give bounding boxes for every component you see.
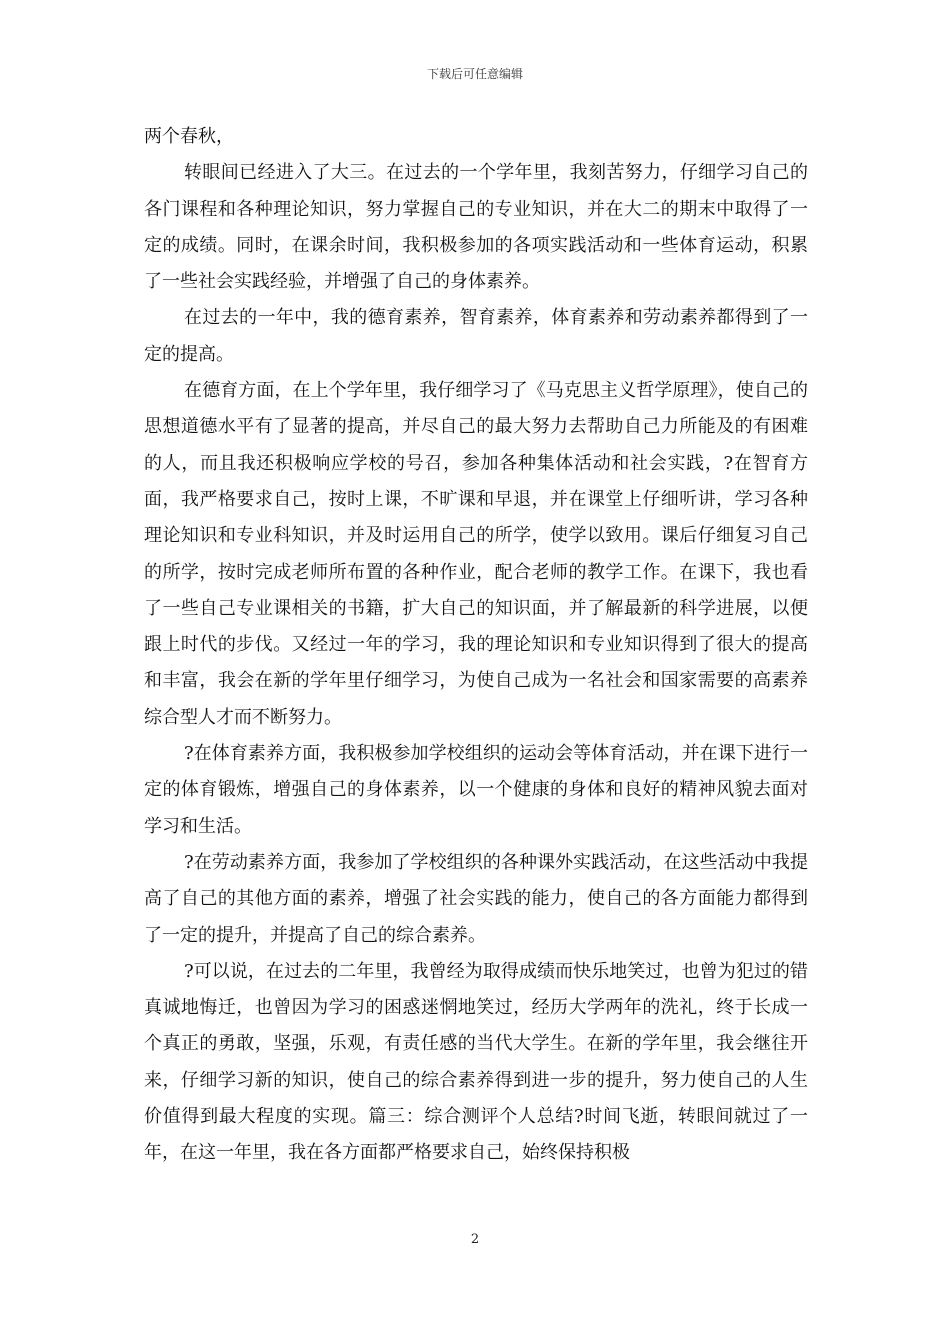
paragraph: 在过去的一年中，我的德育素养，智育素养，体育素养和劳动素养都得到了一定的提高。 <box>144 307 808 365</box>
paragraph: 转眼间已经进入了大三。在过去的一个学年里，我刻苦努力，仔细学习自己的各门课程和各种理论知识，努力掌握自己的专业知识，并在大二的期末中取得了一定的成绩。同时，在课余时间，我积极参加的各项实践活动和一些体育运动，积累了一些社会实践经验，并增强了自己的身体素养。 <box>144 162 808 293</box>
paragraph: 两个春秋， <box>144 126 234 147</box>
page-header: 下载后可任意编辑 <box>426 67 523 81</box>
paragraph: 在德育方面，在上个学年里，我仔细学习了《马克思主义哲学原理》，使自己的思想道德水平有了显著的提高，并尽自己的最大努力去帮助自己力所能及的有困难的人，而且我还积极响应学校的号召，参加各种集体活动和社会实践，?在智育方面，我严格要求自己，按时上课，不旷课和早退，并在课堂上仔细听讲，学习各种理论知识和专业科知识，并及时运用自己的所学，使学以致用。课后仔细复习自己的所学，按时完成老师所布置的各种作业，配合老师的教学工作。在课下，我也看了一些自己专业课相关的书籍，扩大自己的知识面，并了解最新的科学进展，以便跟上时代的步伐。又经过一年的学习，我的理论知识和专业知识得到了很大的提高和丰富，我会在新的学年里仔细学习，为使自己成为一名社会和国家需要的高素养综合型人才而不断努力。 <box>144 380 808 728</box>
paragraph: ?可以说，在过去的二年里，我曾经为取得成绩而快乐地笑过，也曾为犯过的错真诚地悔迁，也曾因为学习的困惑迷惘地笑过，经历大学两年的洗礼，终于长成一个真正的勇敢，坚强，乐观，有责任感的当代大学生。在新的学年里，我会继往开来，仔细学习新的知识，使自己的综合素养得到进一步的提升，努力使自己的人生价值得到最大程度的实现。篇三：综合测评个人总结?时间飞逝，转眼间就过了一年，在这一年里，我在各方面都严格要求自己，始终保持积极 <box>144 960 808 1164</box>
paragraph: ?在劳动素养方面，我参加了学校组织的各种课外实践活动，在这些活动中我提高了自己的其他方面的素养，增强了社会实践的能力，使自己的各方面能力都得到了一定的提升，并提高了自己的综合素养。 <box>144 851 808 946</box>
paragraph: ?在体育素养方面，我积极参加学校组织的运动会等体育活动，并在课下进行一定的体育锻炼，增强自己的身体素养，以一个健康的身体和良好的精神风貌去面对学习和生活。 <box>144 743 808 837</box>
document-body <box>144 119 808 1172</box>
page-number: 2 <box>470 1232 480 1247</box>
